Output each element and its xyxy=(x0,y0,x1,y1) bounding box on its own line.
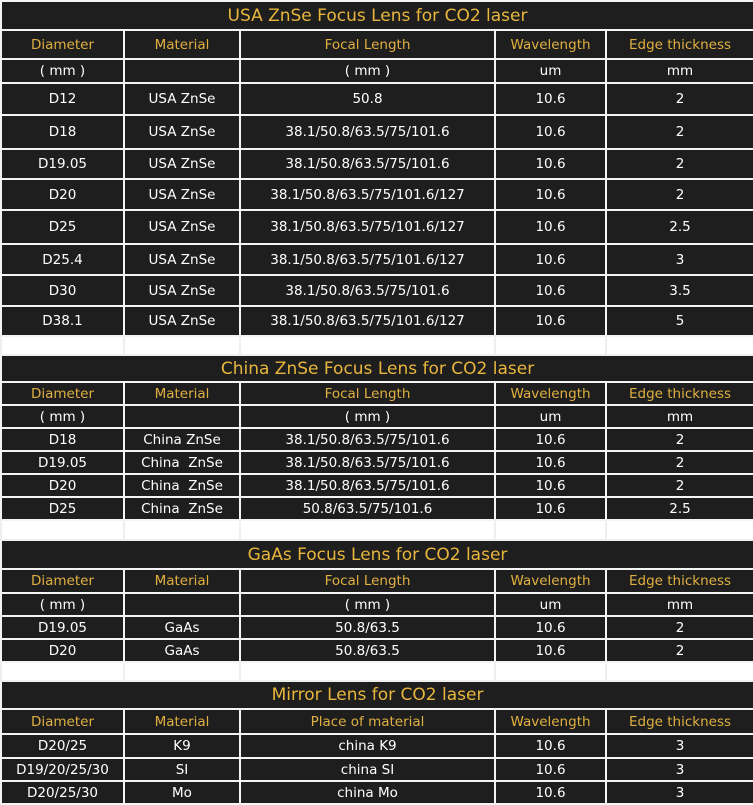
table-row xyxy=(1,83,753,115)
unit-edge-thickness: mm xyxy=(606,59,753,83)
unit-diameter: ( mm ) xyxy=(1,405,124,428)
header-row xyxy=(1,30,753,59)
cell-material: SI xyxy=(124,758,240,781)
header-edge-thickness: Edge thickness xyxy=(606,569,753,593)
unit-focal-length: ( mm ) xyxy=(240,59,495,83)
cell-wavelength: 10.6 xyxy=(495,275,606,306)
header-place-of-material: Place of material xyxy=(240,709,495,734)
cell-focal-length: 50.8/63.5/75/101.6 xyxy=(240,497,495,520)
header-edge-thickness: Edge thickness xyxy=(606,709,753,734)
cell-diameter: D20 xyxy=(1,474,124,497)
table-row xyxy=(1,306,753,336)
cell-material: USA ZnSe xyxy=(124,149,240,179)
header-wavelength: Wavelength xyxy=(495,382,606,405)
cell-edge-thickness: 2 xyxy=(606,149,753,179)
header-diameter: Diameter xyxy=(1,30,124,59)
section-title: Mirror Lens for CO2 laser xyxy=(1,681,753,709)
spacer-cell xyxy=(240,662,495,681)
cell-diameter: D18 xyxy=(1,115,124,149)
section-title-row-china-znse xyxy=(1,355,753,382)
cell-edge-thickness: 3 xyxy=(606,244,753,275)
header-focal-length: Focal Length xyxy=(240,569,495,593)
header-diameter: Diameter xyxy=(1,569,124,593)
table-row xyxy=(1,275,753,306)
cell-place-of-material: china K9 xyxy=(240,734,495,758)
cell-wavelength: 10.6 xyxy=(495,210,606,244)
cell-diameter: D20 xyxy=(1,639,124,662)
cell-material: USA ZnSe xyxy=(124,115,240,149)
cell-material: USA ZnSe xyxy=(124,275,240,306)
spacer-cell xyxy=(124,336,240,355)
cell-wavelength: 10.6 xyxy=(495,639,606,662)
cell-focal-length: 50.8/63.5 xyxy=(240,616,495,639)
cell-edge-thickness: 3.5 xyxy=(606,275,753,306)
cell-diameter: D19.05 xyxy=(1,616,124,639)
section-title: GaAs Focus Lens for CO2 laser xyxy=(1,540,753,569)
cell-edge-thickness: 2 xyxy=(606,179,753,210)
spacer-cell xyxy=(495,520,606,540)
cell-wavelength: 10.6 xyxy=(495,179,606,210)
table-row xyxy=(1,428,753,451)
cell-diameter: D25 xyxy=(1,210,124,244)
cell-edge-thickness: 2.5 xyxy=(606,210,753,244)
cell-material: K9 xyxy=(124,734,240,758)
table-row xyxy=(1,474,753,497)
table-row xyxy=(1,451,753,474)
spacer-row xyxy=(1,662,753,681)
cell-diameter: D25.4 xyxy=(1,244,124,275)
section-title-row-usa-znse xyxy=(1,1,753,30)
cell-focal-length: 38.1/50.8/63.5/75/101.6 xyxy=(240,451,495,474)
table-row xyxy=(1,758,753,781)
cell-diameter: D20/25 xyxy=(1,734,124,758)
section-title: China ZnSe Focus Lens for CO2 laser xyxy=(1,355,753,382)
header-material: Material xyxy=(124,382,240,405)
header-wavelength: Wavelength xyxy=(495,30,606,59)
cell-wavelength: 10.6 xyxy=(495,115,606,149)
cell-edge-thickness: 5 xyxy=(606,306,753,336)
cell-diameter: D18 xyxy=(1,428,124,451)
units-row xyxy=(1,405,753,428)
cell-focal-length: 38.1/50.8/63.5/75/101.6 xyxy=(240,149,495,179)
spacer-cell xyxy=(495,336,606,355)
cell-wavelength: 10.6 xyxy=(495,244,606,275)
cell-wavelength: 10.6 xyxy=(495,451,606,474)
unit-diameter: ( mm ) xyxy=(1,59,124,83)
cell-wavelength: 10.6 xyxy=(495,306,606,336)
cell-focal-length: 38.1/50.8/63.5/75/101.6/127 xyxy=(240,179,495,210)
table-row xyxy=(1,616,753,639)
cell-edge-thickness: 2 xyxy=(606,115,753,149)
cell-place-of-material: china SI xyxy=(240,758,495,781)
cell-focal-length: 38.1/50.8/63.5/75/101.6/127 xyxy=(240,210,495,244)
cell-diameter: D30 xyxy=(1,275,124,306)
header-row xyxy=(1,709,753,734)
cell-diameter: D19.05 xyxy=(1,149,124,179)
cell-place-of-material: china Mo xyxy=(240,781,495,804)
cell-wavelength: 10.6 xyxy=(495,497,606,520)
header-focal-length: Focal Length xyxy=(240,382,495,405)
unit-focal-length: ( mm ) xyxy=(240,593,495,616)
table-row xyxy=(1,210,753,244)
spacer-cell xyxy=(606,520,753,540)
header-material: Material xyxy=(124,709,240,734)
spacer-cell xyxy=(495,662,606,681)
cell-focal-length: 50.8/63.5 xyxy=(240,639,495,662)
section-title-row-gaas xyxy=(1,540,753,569)
unit-material xyxy=(124,593,240,616)
cell-material: USA ZnSe xyxy=(124,83,240,115)
cell-material: China ZnSe xyxy=(124,474,240,497)
cell-wavelength: 10.6 xyxy=(495,149,606,179)
cell-focal-length: 38.1/50.8/63.5/75/101.6 xyxy=(240,275,495,306)
cell-focal-length: 38.1/50.8/63.5/75/101.6 xyxy=(240,115,495,149)
cell-diameter: D25 xyxy=(1,497,124,520)
unit-focal-length: ( mm ) xyxy=(240,405,495,428)
cell-diameter: D20 xyxy=(1,179,124,210)
spacer-row xyxy=(1,520,753,540)
cell-focal-length: 38.1/50.8/63.5/75/101.6 xyxy=(240,474,495,497)
cell-material: USA ZnSe xyxy=(124,210,240,244)
cell-diameter: D38.1 xyxy=(1,306,124,336)
table-row xyxy=(1,734,753,758)
spacer-cell xyxy=(606,662,753,681)
cell-edge-thickness: 3 xyxy=(606,781,753,804)
header-wavelength: Wavelength xyxy=(495,709,606,734)
cell-material: GaAs xyxy=(124,639,240,662)
header-row xyxy=(1,382,753,405)
cell-wavelength: 10.6 xyxy=(495,474,606,497)
table-row xyxy=(1,179,753,210)
cell-edge-thickness: 2 xyxy=(606,639,753,662)
header-diameter: Diameter xyxy=(1,382,124,405)
spacer-cell xyxy=(606,336,753,355)
table-row xyxy=(1,244,753,275)
cell-wavelength: 10.6 xyxy=(495,758,606,781)
table-row xyxy=(1,149,753,179)
spacer-cell xyxy=(240,520,495,540)
spacer-cell xyxy=(1,662,124,681)
unit-wavelength: um xyxy=(495,405,606,428)
cell-material: USA ZnSe xyxy=(124,244,240,275)
header-material: Material xyxy=(124,30,240,59)
header-diameter: Diameter xyxy=(1,709,124,734)
units-row xyxy=(1,59,753,83)
cell-diameter: D20/25/30 xyxy=(1,781,124,804)
cell-material: GaAs xyxy=(124,616,240,639)
header-focal-length: Focal Length xyxy=(240,30,495,59)
cell-material: USA ZnSe xyxy=(124,306,240,336)
header-edge-thickness: Edge thickness xyxy=(606,30,753,59)
spacer-cell xyxy=(124,520,240,540)
cell-edge-thickness: 2.5 xyxy=(606,497,753,520)
unit-edge-thickness: mm xyxy=(606,405,753,428)
table-row xyxy=(1,639,753,662)
cell-material: China ZnSe xyxy=(124,451,240,474)
spacer-row xyxy=(1,336,753,355)
section-title: USA ZnSe Focus Lens for CO2 laser xyxy=(1,1,753,30)
cell-focal-length: 38.1/50.8/63.5/75/101.6/127 xyxy=(240,244,495,275)
table-row xyxy=(1,781,753,804)
unit-wavelength: um xyxy=(495,59,606,83)
cell-material: China ZnSe xyxy=(124,428,240,451)
cell-wavelength: 10.6 xyxy=(495,734,606,758)
cell-edge-thickness: 2 xyxy=(606,451,753,474)
cell-diameter: D19.05 xyxy=(1,451,124,474)
cell-wavelength: 10.6 xyxy=(495,83,606,115)
spacer-cell xyxy=(1,336,124,355)
table-row xyxy=(1,115,753,149)
spacer-cell xyxy=(240,336,495,355)
cell-wavelength: 10.6 xyxy=(495,428,606,451)
cell-edge-thickness: 3 xyxy=(606,758,753,781)
cell-focal-length: 50.8 xyxy=(240,83,495,115)
cell-edge-thickness: 3 xyxy=(606,734,753,758)
cell-material: Mo xyxy=(124,781,240,804)
cell-edge-thickness: 2 xyxy=(606,474,753,497)
cell-focal-length: 38.1/50.8/63.5/75/101.6 xyxy=(240,428,495,451)
unit-material xyxy=(124,59,240,83)
cell-edge-thickness: 2 xyxy=(606,428,753,451)
unit-material xyxy=(124,405,240,428)
header-row xyxy=(1,569,753,593)
units-row xyxy=(1,593,753,616)
cell-material: China ZnSe xyxy=(124,497,240,520)
cell-edge-thickness: 2 xyxy=(606,616,753,639)
spacer-cell xyxy=(1,520,124,540)
table-row xyxy=(1,497,753,520)
cell-wavelength: 10.6 xyxy=(495,616,606,639)
cell-wavelength: 10.6 xyxy=(495,781,606,804)
header-edge-thickness: Edge thickness xyxy=(606,382,753,405)
cell-edge-thickness: 2 xyxy=(606,83,753,115)
unit-diameter: ( mm ) xyxy=(1,593,124,616)
cell-diameter: D12 xyxy=(1,83,124,115)
unit-edge-thickness: mm xyxy=(606,593,753,616)
header-wavelength: Wavelength xyxy=(495,569,606,593)
spacer-cell xyxy=(124,662,240,681)
cell-focal-length: 38.1/50.8/63.5/75/101.6/127 xyxy=(240,306,495,336)
cell-diameter: D19/20/25/30 xyxy=(1,758,124,781)
unit-wavelength: um xyxy=(495,593,606,616)
cell-material: USA ZnSe xyxy=(124,179,240,210)
header-material: Material xyxy=(124,569,240,593)
section-title-row-mirror xyxy=(1,681,753,709)
